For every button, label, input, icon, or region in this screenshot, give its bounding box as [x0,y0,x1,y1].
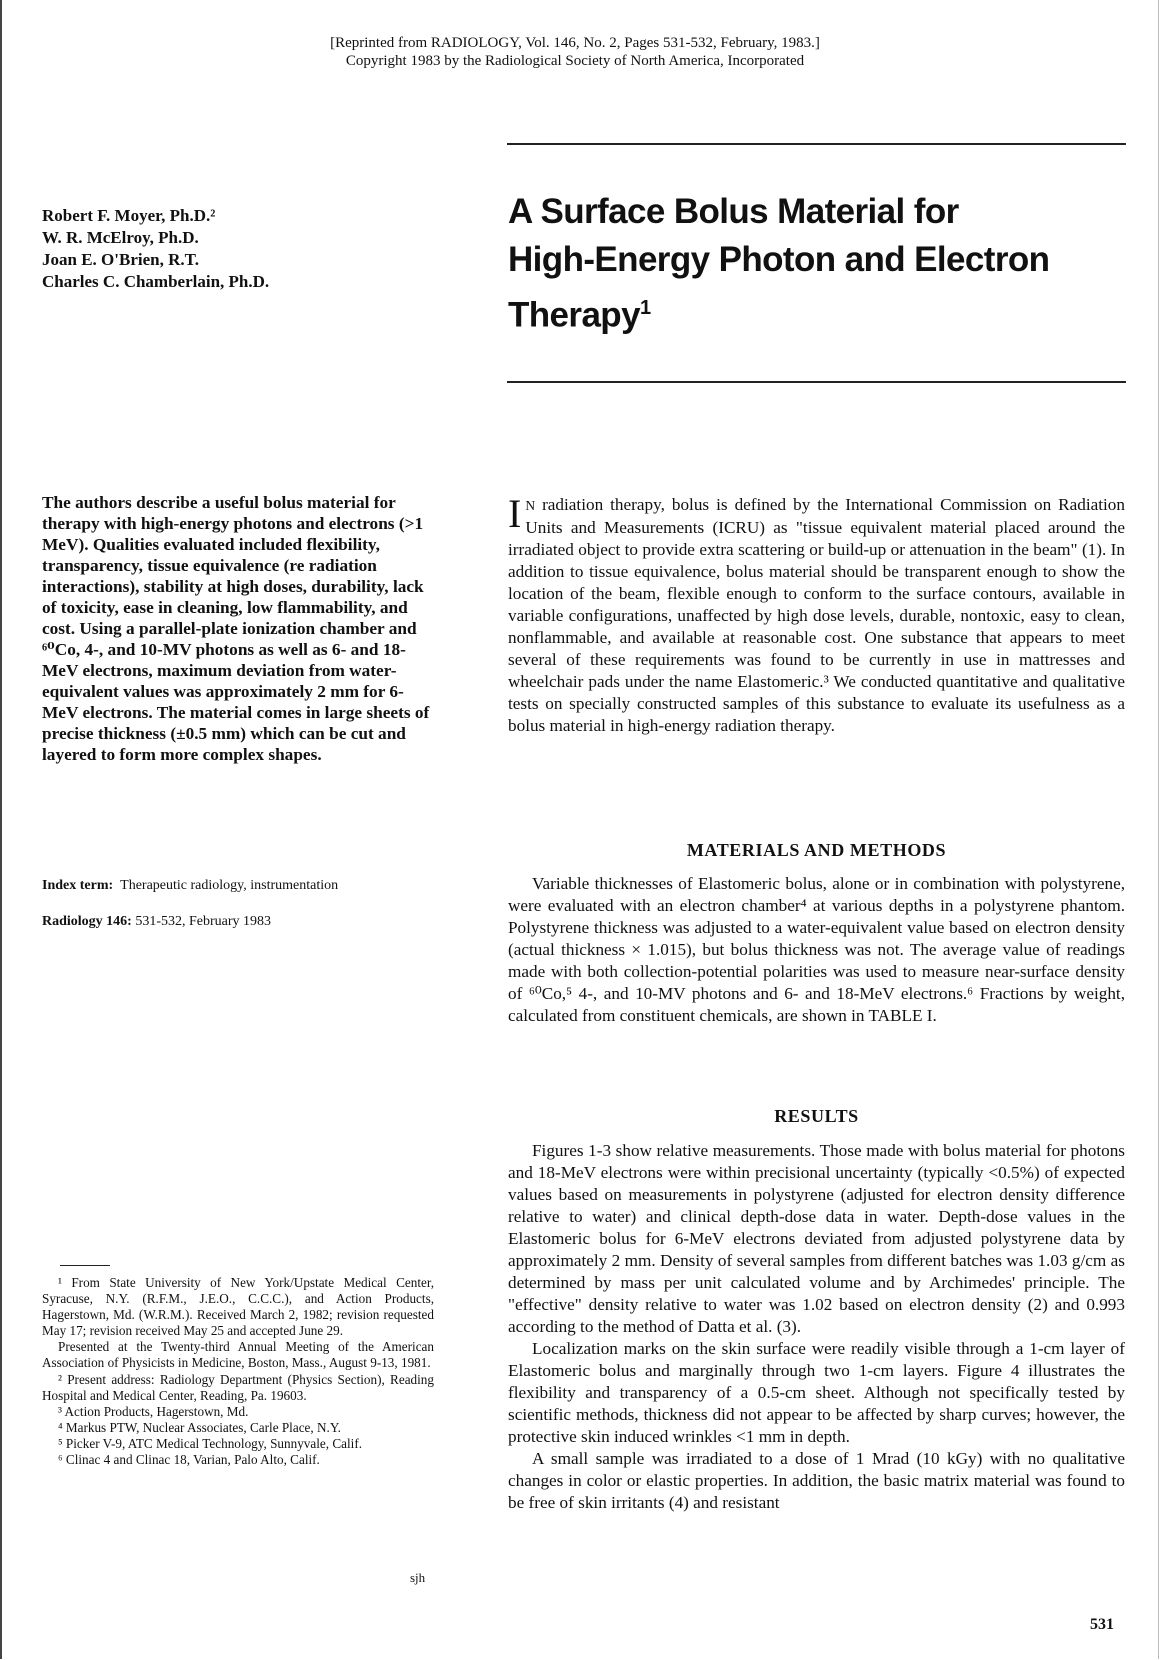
intro-smallcaps: N [525,498,536,513]
citation-label: Radiology 146: [42,914,132,929]
index-term [42,878,338,894]
index-term-label: Index term: [42,878,114,893]
title-line: Therapy [508,295,640,335]
abstract-text: The authors describe a useful bolus material for therapy with high-energy photons and electrons (>1 MeV). Qualities evaluated included flexibility, transparency, tissue equivalence (re radiation interactions), stability at high doses, durability, lack of toxicity, ease in cleaning, low flammability, and cost. Using a parallel-plate ionization chamber and ⁶⁰Co, 4-, and 10-MV photons as well as 6- and 18-MeV electrons, maximum deviation from water-equivalent values was approximately 2 mm for 6-MeV electrons. The material comes in large sheets of precise thickness (±0.5 mm) which can be cut and layered to form more complex shapes. [42,493,430,764]
citation [42,914,271,930]
footnote: ² Present address: Radiology Department (Physics Section), Reading Hospital and Medical Center, Reading, Pa. 19603. [42,1371,434,1403]
results-section [508,1140,1125,1514]
article-title [508,188,1128,340]
abstract [42,492,437,765]
typesetter-initials: sjh [410,1570,426,1585]
citation-value: 531-532, February 1983 [135,914,272,929]
footnote: Presented at the Twenty-third Annual Meeting of the American Association of Physicists in Medicine, Boston, Mass., August 9-13, 1981. [42,1339,434,1371]
author-name: Joan E. O'Brien, R.T. [42,250,199,269]
title-line: High-Energy Photon and Electron [508,240,1050,279]
page-number: 531 [1090,1616,1114,1633]
section-heading-materials-methods: MATERIALS AND METHODS [686,840,947,860]
footnote: ⁵ Picker V-9, ATC Medical Technology, Sunnyvale, Calif. [58,1435,363,1451]
title-line-final [508,284,1128,340]
title-footnote-mark: 1 [639,297,651,319]
intro-paragraph [508,491,1125,737]
author-name: Robert F. Moyer, Ph.D.² [42,206,216,225]
copyright-line: Copyright 1983 by the Radiological Society of North America, Incorporated [345,53,805,69]
footnote: ³ Action Products, Hagerstown, Md. [58,1403,249,1419]
intro-text: radiation therapy, bolus is defined by the International Commission on Radiation Units and Measurements (ICRU) as "tissue equivalent material placed around the irradiated object to provide extra scattering or build-up or attenuation in the beam" (1). In addition to tissue equivalence, bolus material should be transparent enough to show the location of the beam, flexible enough to conform to the surface contours, available in variable configurations, unaffected by high dose levels, durable, nontoxic, easy to clean, nonflammable, and available at reasonable cost. One substance that appears to meet several of these requirements was found to be currently in use in mattresses and wheelchair pads under the name Elastomeric.³ We conducted quantitative and qualitative tests on specially constructed samples of this substance to evaluate its usefulness as a bolus material in high-energy radiation therapy. [508,495,1125,735]
author-name: Charles C. Chamberlain, Ph.D. [42,272,270,291]
title-top-rule [507,143,1126,145]
footnote: ⁴ Markus PTW, Nuclear Associates, Carle Place, N.Y. [58,1419,341,1435]
index-term-value: Therapeutic radiology, instrumentation [120,878,339,893]
body-paragraph: Variable thicknesses of Elastomeric bolus, alone or in combination with polystyrene, were evaluated with an electron chamber⁴ at various depths in a polystyrene phantom. Polystyrene thickness was adjusted to a water-equivalent value based on electron density (actual thickness × 1.015), but bolus thickness was not. The average value of readings made with both collection-potential polarities was used to measure near-surface density of ⁶⁰Co,⁵ 4-, and 10-MV photons and 6- and 18-MeV electrons.⁶ Fractions by weight, calculated from constituent chemicals, are shown in TABLE I. [508,874,1125,1025]
footnote: ¹ From State University of New York/Upstate Medical Center, Syracuse, N.Y. (R.F.M., J.E.O., C.C.C.), and Action Products, Hagerstown, Md. (W.R.M.). Received March 2, 1982; revision requested May 17; revision received May 25 and accepted June 29. [42,1275,434,1339]
drop-cap: I [508,491,522,536]
author-list [42,205,269,293]
body-paragraph: A small sample was irradiated to a dose of 1 Mrad (10 kGy) with no qualitative changes in color or elastic properties. In addition, the basic matrix material was found to be free of skin irritants (4) and resistant [508,1449,1125,1512]
footnote: ⁶ Clinac 4 and Clinac 18, Varian, Palo Alto, Calif. [58,1452,320,1468]
introduction [508,491,1125,737]
materials-methods-section [508,873,1125,1027]
reprint-header [180,34,970,70]
section-heading-results: RESULTS [774,1106,859,1126]
body-paragraph: Localization marks on the skin surface were readily visible through a 1-cm layer of Elastomeric bolus and marginally through two 1-cm layers. Figure 4 illustrates the flexibility and transparency of a 0.5-cm sheet. Although not specifically tested by scientific methods, thickness did not appear to be affected by sharp curves; however, the protective skin induced wrinkles <1 mm in depth. [508,1339,1125,1446]
title-bottom-rule [507,381,1126,383]
author-name: W. R. McElroy, Ph.D. [42,228,199,247]
footnotes [42,1275,434,1468]
body-paragraph: Figures 1-3 show relative measurements. Those made with bolus material for photons and 18-MeV electrons were within precisional uncertainty (typically <0.5%) of expected values based on measurements in polystyrene (adjusted for electron density difference relative to water) and clinical depth-dose data in water. Depth-dose values in the Elastomeric bolus for 6-MeV electrons deviated from adjusted polystyrene data by approximately 2 mm. Density of several samples from different batches was 1.03 g/cm as determined by mass per unit calculated volume and by Archimedes' principle. The "effective" density relative to water was 1.02 based on electron density (2) and 0.993 according to the method of Datta et al. (3). [508,1141,1125,1336]
footnote-rule [60,1265,110,1266]
reprint-line: [Reprinted from RADIOLOGY, Vol. 146, No. 2, Pages 531-532, February, 1983.] [330,35,820,51]
title-line: A Surface Bolus Material for [508,192,959,231]
